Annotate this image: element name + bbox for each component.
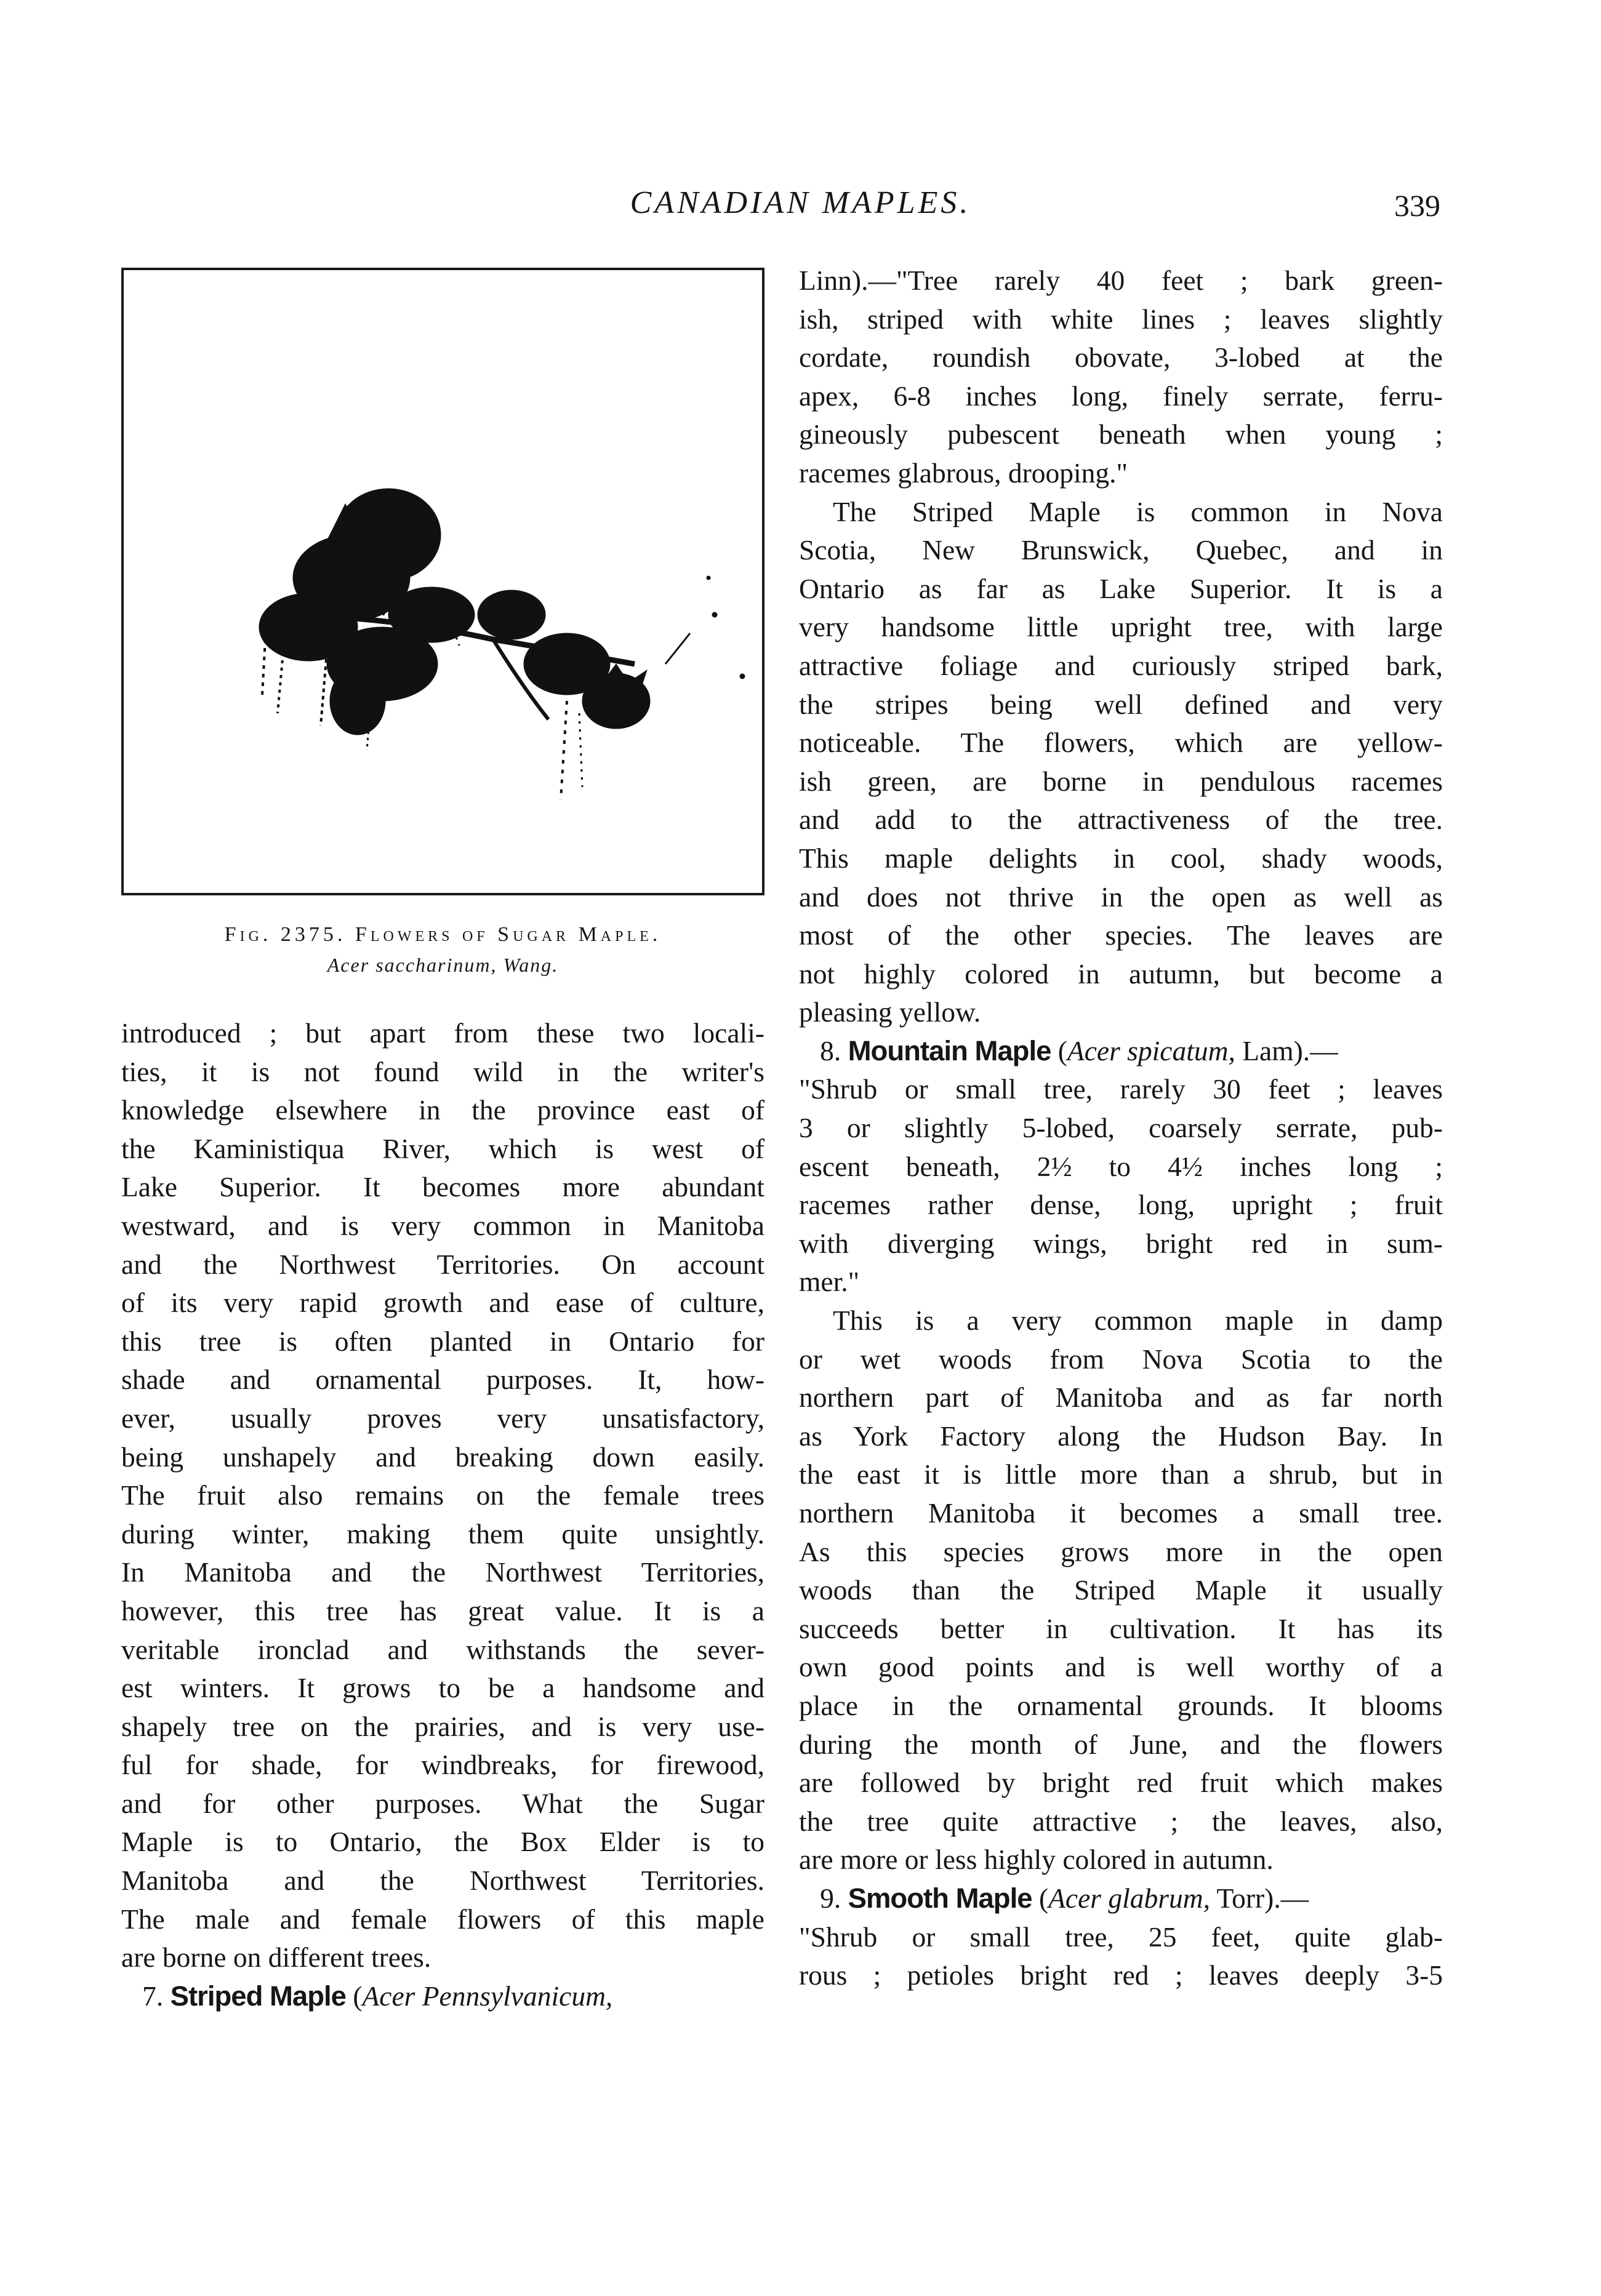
text-line: Maple is to Ontario, the Box Elder is to [121,1826,764,1858]
text-line: 3 or slightly 5-lobed, coarsely serrate, pub- [799,1112,1443,1144]
item-name: Striped Maple [170,1980,346,2012]
text-line: of its very rapid growth and ease of culture, [121,1287,764,1319]
latin-name: Acer spicatum, [1067,1034,1235,1066]
text-line: northern part of Manitoba and as far north [799,1382,1443,1414]
text-line: introduced ; but apart from these two locali- [121,1017,764,1049]
paren-open: ( [1057,1034,1067,1066]
text-line: mer." [799,1266,860,1298]
latin-name: Acer glabrum, [1048,1882,1210,1914]
text-line: rous ; petioles bright red ; leaves deeply 3-5 [799,1959,1443,1991]
item-number: 7. [142,1980,164,2012]
text-line: and add to the attractiveness of the tree. [799,804,1443,836]
text-line: the east it is little more than a shrub, but in [799,1458,1443,1490]
text-line: most of the other species. The leaves are [799,919,1443,951]
text-line: cordate, roundish obovate, 3-lobed at the [799,342,1443,374]
text-line: Scotia, New Brunswick, Quebec, and in [799,534,1443,566]
text-line: as York Factory along the Hudson Bay. In [799,1420,1443,1452]
text-line: being unshapely and breaking down easily. [121,1441,764,1473]
latin-name: Acer Pennsylvanicum, [362,1980,613,2012]
text-line: noticeable. The flowers, which are yellow- [799,727,1443,759]
item-name: Mountain Maple [848,1034,1051,1066]
text-line: the Kaministiqua River, which is west of [121,1132,764,1164]
text-line: In Manitoba and the Northwest Territories, [121,1556,764,1588]
text-line: shapely tree on the prairies, and is very use- [121,1710,764,1742]
text-line: apex, 6-8 inches long, finely serrate, ferru- [799,380,1443,412]
item-8-heading [799,1032,1443,1071]
item-number: 8. [820,1034,841,1066]
text-line: however, this tree has great value. It is a [121,1594,764,1626]
text-line: Ontario as far as Lake Superior. It is a [799,572,1443,604]
text-line: or wet woods from Nova Scotia to the [799,1343,1443,1375]
text-line: Lake Superior. It becomes more abundant [121,1171,764,1203]
left-column [121,1014,764,2015]
paren-open: ( [1038,1882,1049,1914]
text-line: racemes rather dense, long, upright ; fruit [799,1189,1443,1221]
text-line: this tree is often planted in Ontario for [121,1325,764,1357]
text-line: succeeds better in cultivation. It has its [799,1612,1443,1644]
text-line: and does not thrive in the open as well as [799,881,1443,913]
text-line: Linn).—"Tree rarely 40 feet ; bark green- [799,265,1443,296]
text-line: during winter, making them quite unsightly. [121,1518,764,1550]
text-line: very handsome little upright tree, with large [799,611,1443,643]
text-line: "Shrub or small tree, rarely 30 feet ; leaves [799,1073,1443,1105]
text-line: are borne on different trees. [121,1942,431,1974]
text-line: woods than the Striped Maple it usually [799,1574,1443,1606]
text-line: The male and female flowers of this maple [121,1903,764,1935]
text-line: ties, it is not found wild in the writer's [121,1055,764,1087]
text-line: shade and ornamental purposes. It, how- [121,1364,764,1396]
text-line: not highly colored in autumn, but become a [799,958,1443,990]
text-line: with diverging wings, bright red in sum- [799,1227,1443,1259]
text-line: est winters. It grows to be a handsome and [121,1672,764,1704]
right-column [799,262,1443,1995]
text-line: gineously pubescent beneath when young ; [799,418,1443,450]
text-line: The Striped Maple is common in Nova [833,495,1443,527]
text-line: "Shrub or small tree, 25 feet, quite glab- [799,1921,1443,1953]
text-line: The fruit also remains on the female trees [121,1479,764,1511]
figure-illustration [121,268,764,895]
figure-caption-latin: Acer saccharinum, Wang. [327,954,559,976]
authority: Lam).— [1242,1034,1338,1066]
item-number: 9. [820,1882,841,1914]
page-number: 339 [1394,188,1440,223]
text-line: Manitoba and the Northwest Territories. [121,1865,764,1897]
sugar-maple-flowers-image [124,270,762,893]
text-line: the stripes being well defined and very [799,688,1443,720]
text-line: As this species grows more in the open [799,1535,1443,1567]
page-title: CANADIAN MAPLES. [630,185,971,220]
item-name: Smooth Maple [848,1882,1032,1914]
text-line: during the month of June, and the flowers [799,1728,1443,1760]
text-line: attractive foliage and curiously striped bark, [799,649,1443,681]
text-line: and the Northwest Territories. On account [121,1248,764,1280]
text-line: racemes glabrous, drooping." [799,457,1128,489]
text-line: escent beneath, 2½ to 4½ inches long ; [799,1150,1443,1182]
text-line: knowledge elsewhere in the province east of [121,1094,764,1126]
text-line: westward, and is very common in Manitoba [121,1209,764,1241]
text-line: are more or less highly colored in autumn. [799,1844,1274,1876]
text-line: veritable ironclad and withstands the sever- [121,1633,764,1665]
text-line: place in the ornamental grounds. It blooms [799,1689,1443,1721]
text-line: ful for shade, for windbreaks, for firewood, [121,1749,764,1781]
item-9-heading [799,1879,1443,1918]
figure-caption: Fig. 2375. Flowers of Sugar Maple. [224,923,662,946]
text-line: This maple delights in cool, shady woods, [799,842,1443,874]
text-line: are followed by bright red fruit which makes [799,1767,1443,1799]
text-line: northern Manitoba it becomes a small tree. [799,1497,1443,1529]
paren-open: ( [353,1980,363,2012]
text-line: ish green, are borne in pendulous racemes [799,765,1443,797]
item-7-heading [121,1977,764,2016]
text-line: This is a very common maple in damp [833,1305,1443,1337]
text-line: own good points and is well worthy of a [799,1651,1443,1683]
text-line: and for other purposes. What the Sugar [121,1787,764,1819]
text-line: pleasing yellow. [799,996,981,1028]
text-line: ever, usually proves very unsatisfactory, [121,1402,764,1434]
text-line: ish, striped with white lines ; leaves slightly [799,303,1443,335]
text-line: the tree quite attractive ; the leaves, also, [799,1805,1443,1837]
authority: Torr).— [1216,1882,1309,1914]
